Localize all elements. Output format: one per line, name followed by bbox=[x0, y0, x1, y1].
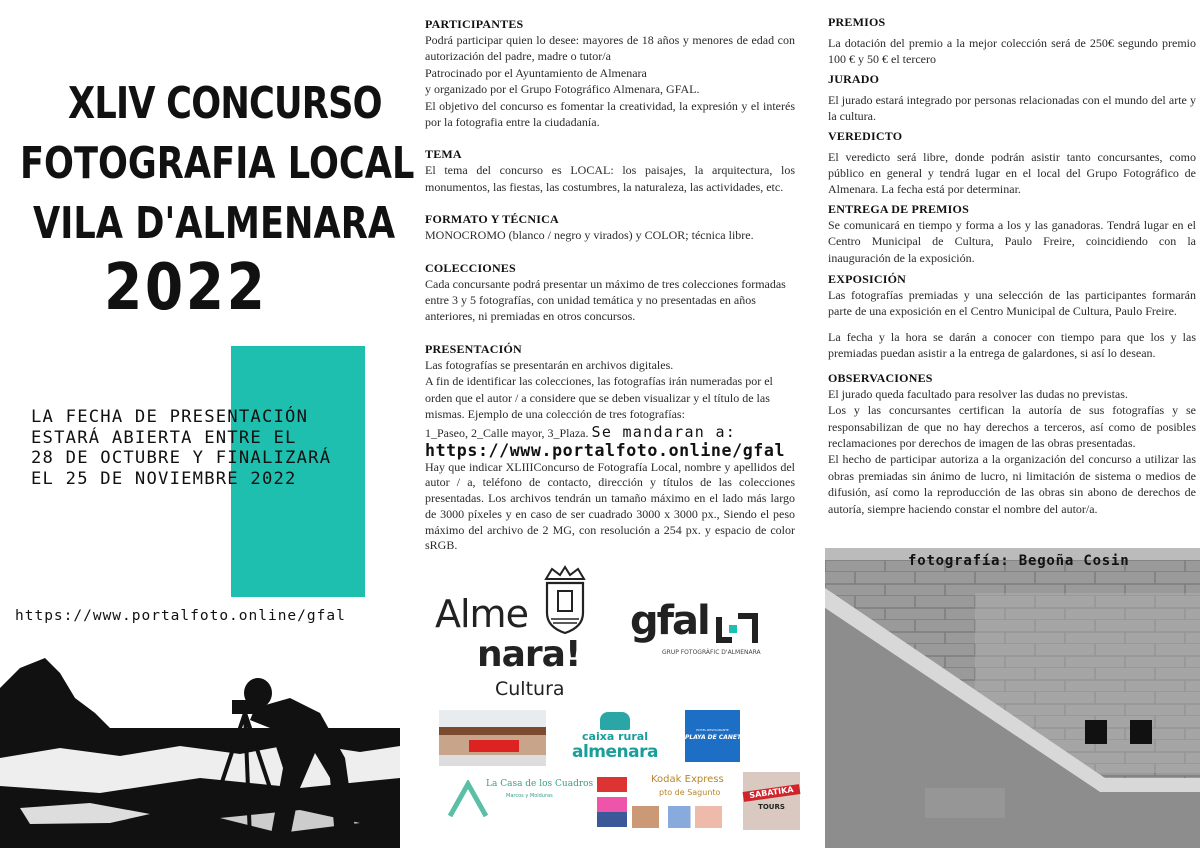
logo-text: PLAYA DE CANET bbox=[685, 734, 742, 741]
rules-middle-column bbox=[425, 16, 795, 554]
sponsor-kodak-express bbox=[597, 772, 725, 830]
section-text: Las fotografías se presentarán en archivos digitales. bbox=[425, 357, 674, 372]
logo-text: Marcos y Molduras bbox=[506, 793, 553, 799]
example-text: 1_Paseo, 2_Calle mayor, 3_Plaza. bbox=[425, 425, 589, 440]
title-line-3: VILA D'ALMENARA bbox=[33, 198, 396, 249]
section-text: El hecho de participar autoriza a la organización del concurso a utilizar las obras premiadas sin ánimo de lucro, ni limitación de sistema o medios de difusión, así como la reproducción de las obras sin abono de derechos de autoría, siempre haciendo constar el nombre del autor/a. bbox=[828, 452, 1196, 516]
submission-dates: LA FECHA DE PRESENTACIÓN ESTARÁ ABIERTA ENTRE EL 28 DE OCTUBRE Y FINALIZARÁ EL 25 DE NOVIEMBRE 2022 bbox=[31, 407, 332, 489]
section-title: PRESENTACIÓN bbox=[425, 341, 522, 356]
sponsor-caixa-rural bbox=[565, 712, 665, 767]
section-text: El tema del concurso es LOCAL: los paisajes, la arquitectura, los monumentos, las fiestas, las costumbres, la naturaleza, las actividades, etc. bbox=[425, 163, 795, 194]
section-text: La dotación del premio a la mejor colección será de 250€ segundo premio 100 € y 50 € el tercero bbox=[828, 36, 1196, 67]
section-title: COLECCIONES bbox=[425, 260, 516, 275]
section-title: FORMATO Y TÉCNICA bbox=[425, 212, 559, 227]
gfal-logo bbox=[630, 598, 770, 665]
section-text: El jurado queda facultado para resolver las dudas no previstas. bbox=[828, 386, 1128, 401]
sponsor-restaurant-image bbox=[439, 710, 546, 766]
logo-text: GRUP FOTOGRÀFIC D'ALMENARA bbox=[662, 649, 761, 656]
logo-text: gfal bbox=[630, 598, 709, 644]
section-text: Podrá participar quien lo desee: mayores de 18 años y menores de edad con autorización del padre, madre o tutor/a bbox=[425, 33, 795, 64]
rules-right-column bbox=[828, 14, 1196, 517]
logo-text: pto de Sagunto bbox=[659, 788, 721, 797]
section-text: El objetivo del concurso es fomentar la creatividad, la expresión y el interés por la fotografia entre la ciudadanía. bbox=[425, 98, 795, 130]
section-text: MONOCROMO (blanco / negro y virados) y COLOR; técnica libre. bbox=[425, 228, 754, 243]
section-text: Las fotografías premiadas y una selección de las participantes formarán parte de una exposición en el Centro Municipal de Cultura, Paulo Freire. bbox=[828, 288, 1196, 319]
logo-text: nara! bbox=[477, 634, 581, 675]
sponsor-sabatika-tours bbox=[743, 772, 800, 830]
section-text: y organizado por el Grupo Fotográfico Almenara, GFAL. bbox=[425, 82, 700, 97]
sponsor-playa-canet bbox=[685, 710, 740, 762]
logo-text: La Casa de los Cuadros bbox=[486, 779, 594, 789]
section-text: Patrocinado por el Ayuntamiento de Almenara bbox=[425, 65, 647, 80]
title-line-1: XLIV CONCURSO bbox=[68, 78, 382, 129]
title-year: 2022 bbox=[104, 251, 268, 325]
photo-credit: fotografía: Begoña Cosin bbox=[908, 553, 1130, 569]
section-text: Se comunicará en tiempo y forma a los y las ganadoras. Tendrá lugar en el Centro Municipal de Cultura, Paulo Freire, coincidiendo con la inauguración de la exposición. bbox=[828, 217, 1196, 265]
title-line-2: FOTOGRAFIA LOCAL bbox=[20, 138, 415, 189]
submission-url[interactable]: https://www.portalfoto.online/gfal bbox=[425, 440, 786, 460]
logo-text: SABATIKA bbox=[743, 784, 801, 802]
section-title: PARTICIPANTES bbox=[425, 17, 524, 31]
sponsor-casa-cuadros bbox=[448, 775, 594, 827]
photographer-silhouette-image bbox=[0, 628, 400, 848]
section-text: A fin de identificar las colecciones, las fotografías irán numeradas por el orden que el autor / a considere que se deben visualizar y el título de las mismas. Ejemplo de una colección de tres fotografías: bbox=[425, 374, 773, 422]
section-title: PREMIOS bbox=[828, 15, 886, 29]
roof-icon bbox=[448, 780, 488, 820]
section-text: El jurado estará integrado por personas relacionadas con el mundo del arte y la cultura. bbox=[828, 92, 1196, 124]
logo-text: almenara bbox=[572, 742, 658, 762]
section-title: JURADO bbox=[828, 71, 880, 86]
logo-text: TOURS bbox=[758, 803, 785, 811]
section-title: EXPOSICIÓN bbox=[828, 272, 907, 287]
logo-text: HOTEL·RESTAURANTE bbox=[696, 728, 729, 732]
logo-text: Cultura bbox=[495, 678, 565, 700]
section-text: Los y las concursantes certifican la autoría de sus fotografías y se responsabilizan de que no hay derechos a terceros, así como de posibles reclamaciones por derechos de imagen de las obras presentadas. bbox=[828, 403, 1196, 450]
section-text: Cada concursante podrá presentar un máximo de tres colecciones formadas entre 3 y 5 fotografías, con unidad temática y no presentadas en años anteriores, ni premiadas en otros concursos. bbox=[425, 276, 786, 324]
section-title: ENTREGA DE PREMIOS bbox=[828, 201, 969, 216]
section-title: OBSERVACIONES bbox=[828, 370, 933, 385]
section-text: La fecha y la hora se darán a conocer con tiempo para que los y las premiadas puedan asistir a la entrega de galardones, si así lo desean. bbox=[828, 329, 1196, 361]
contest-url[interactable]: https://www.portalfoto.online/gfal bbox=[15, 608, 346, 624]
logo-text: caixa rural bbox=[582, 730, 648, 743]
almenara-cultura-logo bbox=[435, 565, 595, 705]
section-text: Hay que indicar XLIIIConcurso de Fotografía Local, nombre y apellidos del autor / a, teléfono de contacto, dirección y títulos de las colecciones presentadas. Los archivos tendrán un tamaño máximo en el lado más largo de 3000 píxeles y en caso de ser cuadrado 3000 x 3000 px., Siendo el peso máximo del archivo de 2 MG, con resolución a 254 px. y espacio de color sRGB. bbox=[425, 459, 795, 553]
staircase-photo-image bbox=[825, 548, 1200, 848]
section-title: VEREDICTO bbox=[828, 128, 903, 143]
send-to-label: Se mandaran a: bbox=[591, 422, 737, 441]
section-title: TEMA bbox=[425, 147, 462, 162]
section-text: El veredicto será libre, donde podrán asistir tanto concursantes, como público en general y tendrá lugar en el local del Grupo Fotográfico de Almenara. La fecha está por determinar. bbox=[828, 149, 1196, 197]
coat-of-arms-icon bbox=[540, 565, 590, 635]
logo-text: Kodak Express bbox=[651, 774, 724, 785]
logo-text: Alme bbox=[435, 592, 528, 636]
